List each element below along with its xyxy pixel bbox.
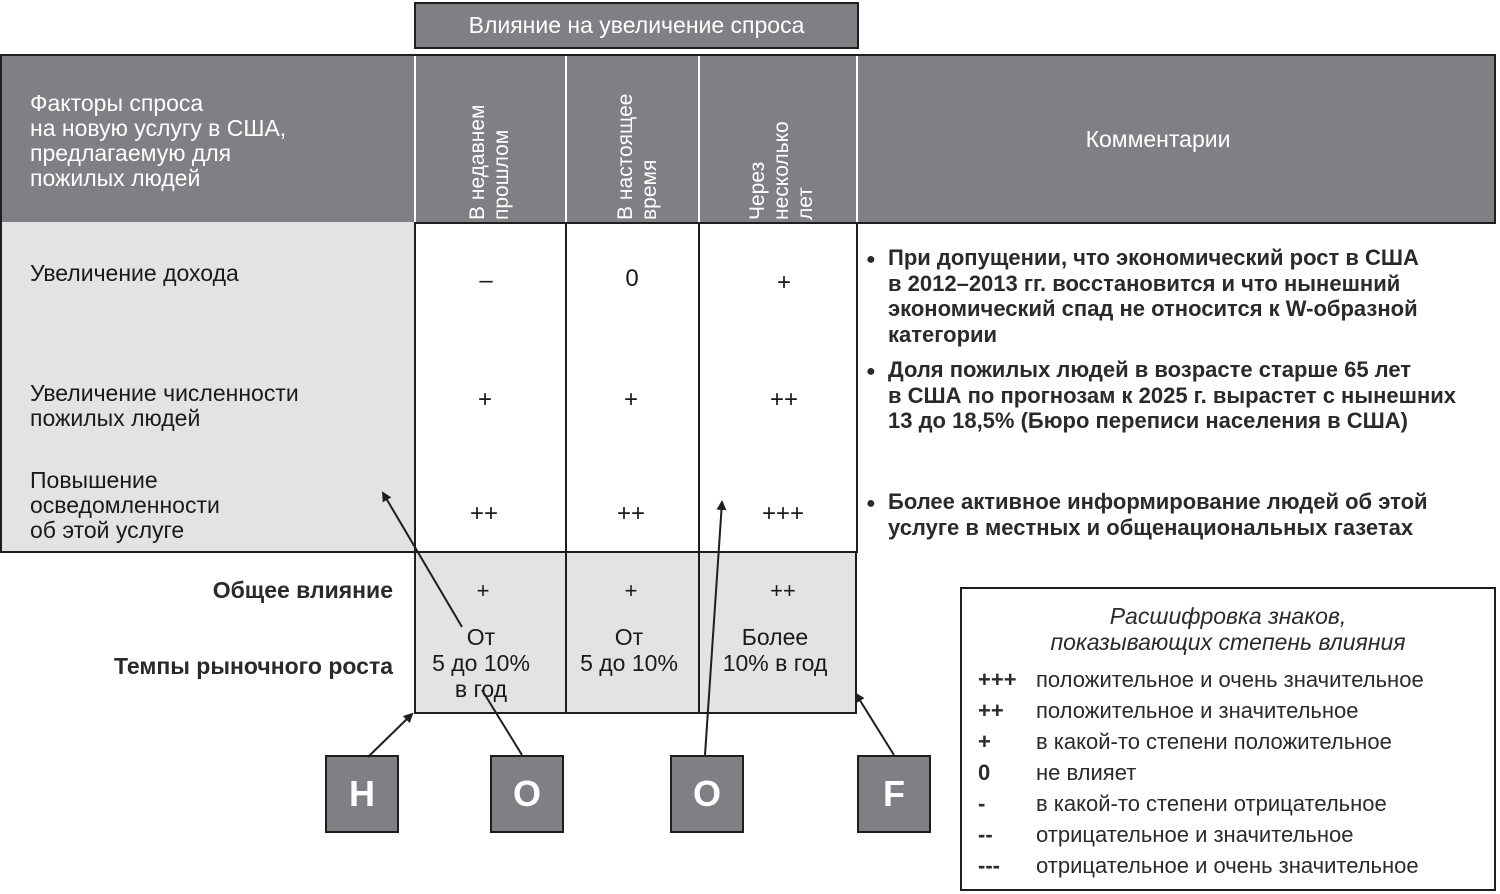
legend-text: положительное и очень значительное xyxy=(1036,667,1424,692)
legend-title: Расшифровка знаков, показывающих степень влияния xyxy=(1050,603,1406,655)
growth-past: От 5 до 10% в год xyxy=(432,624,530,702)
legend-text: отрицательное и очень значительное xyxy=(1036,853,1419,878)
legend-item xyxy=(978,758,1488,788)
overall-future: ++ xyxy=(770,578,796,603)
col-header-past: В недавнем прошлом xyxy=(466,104,513,220)
legend-symbol: ++ xyxy=(978,698,1004,723)
legend-item xyxy=(978,789,1488,819)
overall-impact-label: Общее влияние xyxy=(212,577,393,603)
legend-item xyxy=(978,696,1488,726)
letter-box-h: H xyxy=(325,755,399,833)
legend-text: положительное и значительное xyxy=(1036,698,1359,723)
bullet-icon: ● xyxy=(866,363,876,380)
letter-box-o-second: O xyxy=(670,755,744,833)
col-header-present: В настоящее время xyxy=(614,93,661,220)
legend-text: в какой-то степени положительное xyxy=(1036,729,1392,754)
cell-awareness-past: ++ xyxy=(469,500,499,527)
legend-item xyxy=(978,727,1488,757)
comment-text: Более активное информирование людей об этой услуге в местных и общенациональных газетах xyxy=(888,489,1428,540)
growth-future: Более 10% в год xyxy=(722,624,828,676)
comments-header: Комментарии xyxy=(1085,125,1231,152)
legend-symbol: - xyxy=(978,791,986,816)
letter-box-f: F xyxy=(857,755,931,833)
cell-elderly-present: + xyxy=(623,386,638,413)
growth-present: От 5 до 10% xyxy=(580,624,678,676)
legend-text: отрицательное и значительное xyxy=(1036,822,1354,847)
factor-income: Увеличение дохода xyxy=(30,260,239,286)
legend-text: в какой-то степени отрицательное xyxy=(1036,791,1387,816)
legend-item xyxy=(978,665,1488,695)
cell-income-present: 0 xyxy=(625,265,639,292)
factors-header: Факторы спроса на новую услугу в США, предлагаемую для пожилых людей xyxy=(30,90,287,191)
arrow-f-to-box xyxy=(856,694,894,755)
legend-symbol: + xyxy=(978,729,991,754)
legend-item xyxy=(978,820,1488,850)
letter-box-o-first: O xyxy=(490,755,564,833)
factor-awareness: Повышение осведомленности об этой услуге xyxy=(30,467,220,543)
legend-symbol: +++ xyxy=(978,667,1017,692)
bullet-icon: ● xyxy=(866,495,876,512)
comment-text: Доля пожилых людей в возрасте старше 65 лет в США по прогнозам к 2025 г. вырастет с нынешних 13 до 18,5% (Бюро переписи населения в США) xyxy=(888,357,1457,433)
legend-symbol: --- xyxy=(978,853,1000,878)
cell-income-future: + xyxy=(776,269,791,296)
legend-symbol: 0 xyxy=(978,760,991,785)
overall-past: + xyxy=(476,578,490,603)
arrow-o-to-awareness xyxy=(383,493,462,627)
arrow-o-to-future xyxy=(705,502,722,755)
growth-rate-label: Темпы рыночного роста xyxy=(113,653,393,679)
cell-elderly-future: ++ xyxy=(769,386,799,413)
overall-present: + xyxy=(624,578,638,603)
legend-text: не влияет xyxy=(1036,760,1137,785)
legend-box xyxy=(960,587,1496,891)
cell-elderly-past: + xyxy=(477,386,492,413)
col-header-future: Через несколько лет xyxy=(746,121,817,220)
cell-awareness-future: +++ xyxy=(761,500,805,527)
top-header: Влияние на увеличение спроса xyxy=(414,2,859,49)
cell-income-past: – xyxy=(479,267,493,294)
cell-awareness-present: ++ xyxy=(616,500,646,527)
arrow-o-to-awareness xyxy=(482,690,522,755)
factor-elderly-count: Увеличение численности пожилых людей xyxy=(30,380,299,431)
legend-item xyxy=(978,851,1488,881)
comment-text: При допущении, что экономический рост в США в 2012–2013 гг. восстановится и что нынешний экономический спад не относится к W-образной категории xyxy=(888,245,1419,347)
arrow-h-to-box xyxy=(368,714,412,757)
legend-symbol: -- xyxy=(978,822,993,847)
bullet-icon: ● xyxy=(866,251,876,268)
